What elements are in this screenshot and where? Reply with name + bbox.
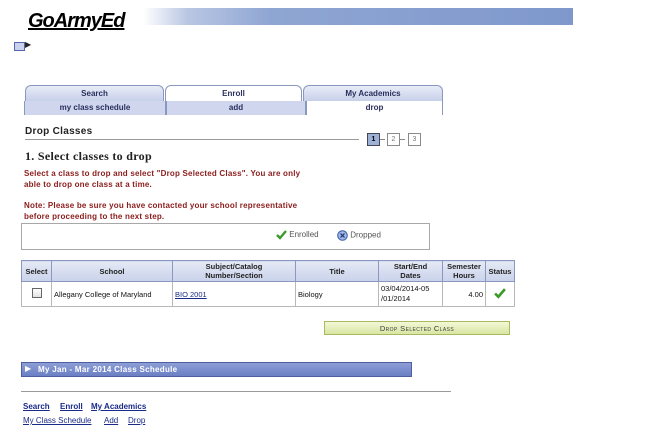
hours-cell: 4.00 [443,282,486,307]
step-heading: 1. Select classes to drop [25,149,152,163]
legend-enrolled [276,230,319,240]
table-header-row [22,261,515,282]
title-cell: Biology [296,282,379,307]
tab-enroll[interactable]: Enroll [165,85,302,101]
subject-cell [173,282,296,307]
dropped-x-icon [337,230,348,241]
enrolled-checkmark-icon [494,288,506,299]
footer-divider [21,391,451,392]
legend-dropped [337,230,381,241]
expand-arrow-icon[interactable]: ▶ [25,40,32,49]
legend-dropped-label: Dropped [350,230,381,240]
instruction-text: Select a class to drop and select "Drop Selected Class". You are only [24,169,301,178]
expand-arrow-icon[interactable]: ▶ [25,364,32,373]
step-indicator-2: 2 [387,133,400,146]
select-cell [22,282,52,307]
footer-link-search[interactable]: Search [23,402,50,411]
step-indicator-3: 3 [408,133,421,146]
footer-link-my-academics[interactable]: My Academics [91,402,147,411]
tab-my-academics[interactable]: My Academics [303,85,443,101]
subtab-my-class-schedule[interactable]: my class schedule [24,101,166,115]
checkmark-icon [276,230,287,240]
note-text: before proceeding to the next step. [24,212,165,221]
goarmyed-logo[interactable]: GoArmyEd [28,10,125,32]
subtab-bar [24,101,443,115]
table-row [22,282,515,307]
step-connector [380,139,385,140]
page-title: Drop Classes [25,126,93,137]
school-cell: Allegany College of Maryland [52,282,173,307]
col-header-dates: Start/End Dates [379,261,443,282]
drop-selected-class-button[interactable] [324,321,510,335]
col-header-title: Title [296,261,379,282]
subtab-drop[interactable]: drop [306,101,443,115]
title-divider [25,139,359,140]
step-connector [400,139,405,140]
tab-search[interactable]: Search [25,85,164,101]
col-header-status: Status [486,261,515,282]
legend-enrolled-label: Enrolled [289,230,319,240]
footer-link-my-class-schedule[interactable]: My Class Schedule [23,416,92,425]
drop-button-label: Drop Selected Class [379,324,455,333]
col-header-select: Select [22,261,52,282]
select-checkbox[interactable] [32,288,42,298]
class-schedule-label[interactable]: My Jan - Mar 2014 Class Schedule [38,365,178,374]
footer-link-add[interactable]: Add [104,416,119,425]
dates-cell: 03/04/2014-05 /01/2014 [379,282,443,307]
subject-link[interactable]: BIO 2001 [175,289,207,299]
col-header-school: School [52,261,173,282]
footer-link-enroll[interactable]: Enroll [60,402,83,411]
footer-link-drop[interactable]: Drop [128,416,146,425]
col-header-hours: Semester Hours [443,261,486,282]
col-header-subject: Subject/Catalog Number/Section [173,261,296,282]
menu-toggle-icon[interactable] [14,42,25,51]
legend-border [429,223,430,249]
instruction-text: able to drop one class at a time. [24,180,152,189]
subtab-add[interactable]: add [166,101,306,115]
step-indicator-1: 1 [367,133,380,146]
note-text: Note: Please be sure you have contacted your school representative [24,201,298,210]
legend-border [21,223,22,249]
classes-table [21,260,515,307]
status-cell [486,282,515,307]
